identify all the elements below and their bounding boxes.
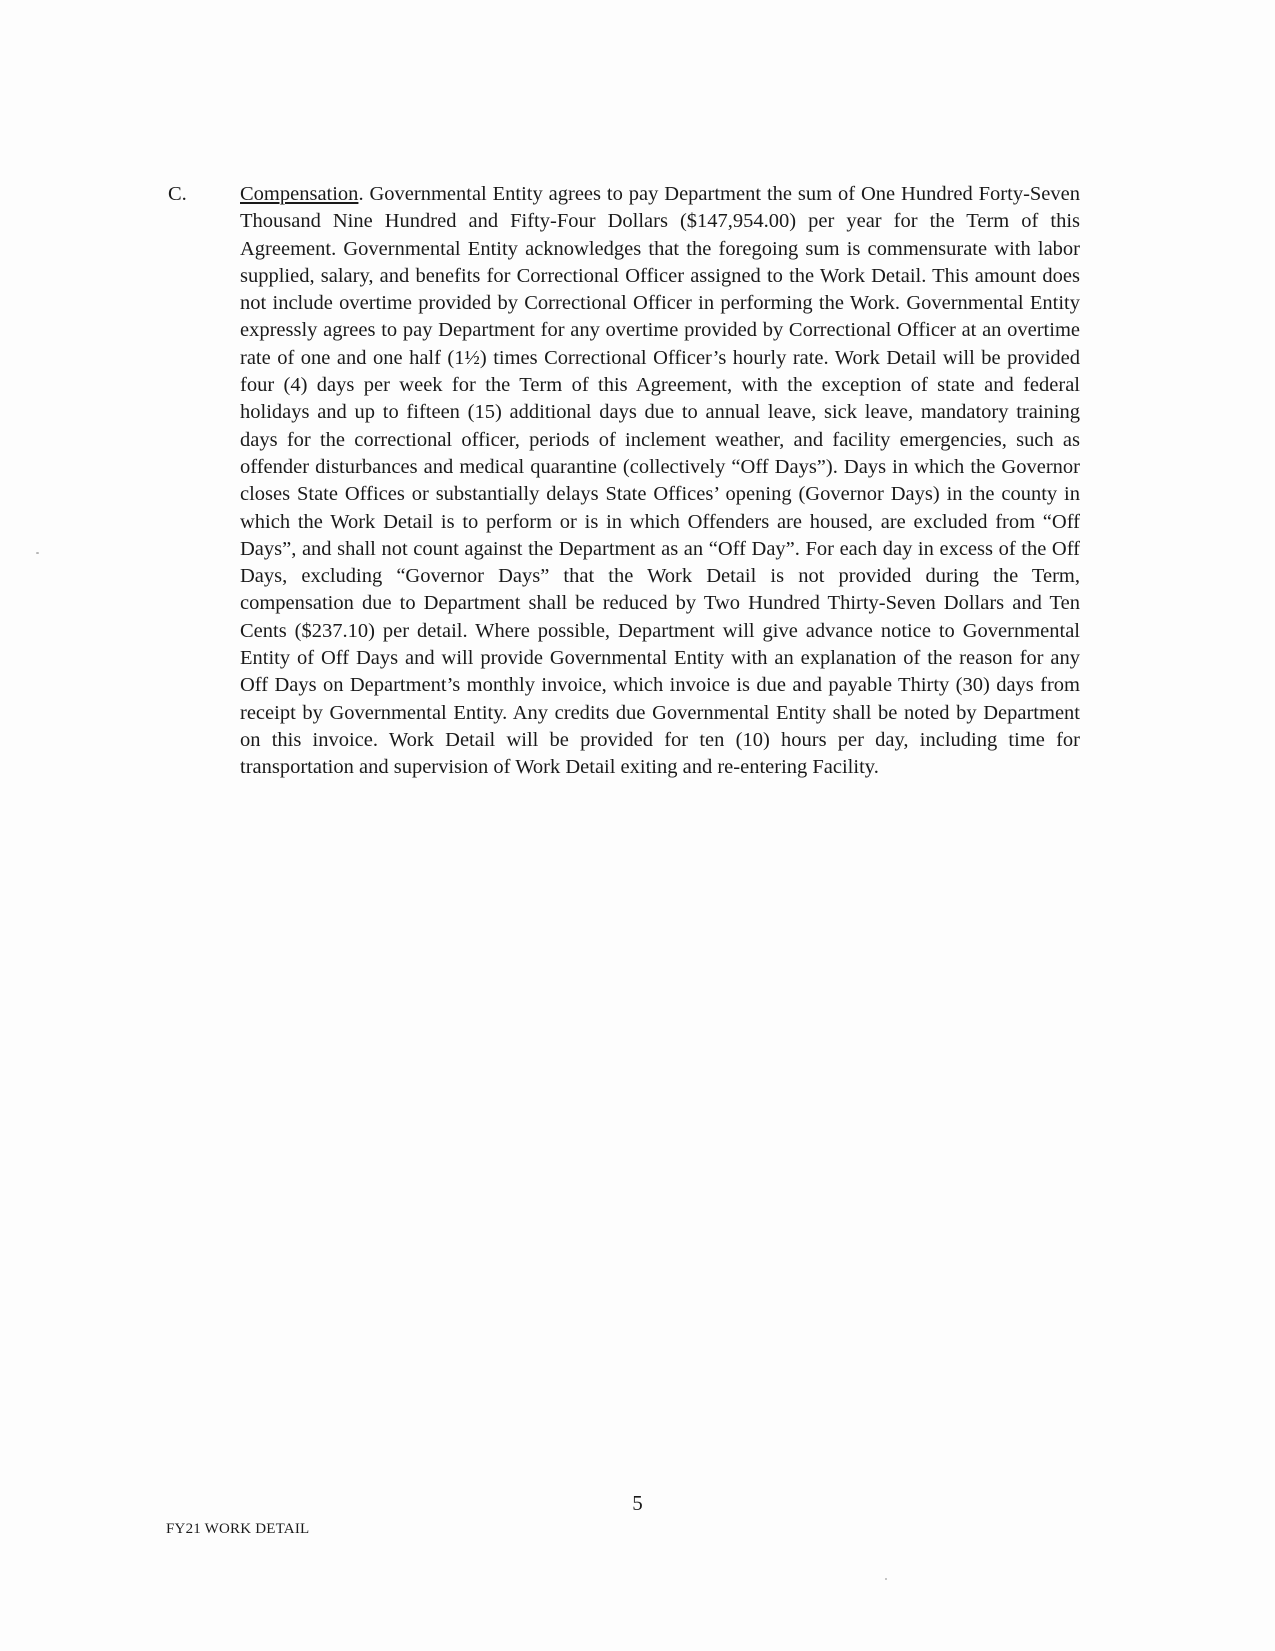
- compensation-paragraph: [240, 181, 1080, 782]
- footer-label: FY21 WORK DETAIL: [166, 1521, 310, 1537]
- scan-speck: [36, 552, 39, 554]
- page-number: 5: [632, 1491, 643, 1515]
- section-body-text: . Governmental Entity agrees to pay Department the sum of One Hundred Forty-Seven Thousand Nine Hundred and Fifty-Four Dollars ($147,954.00) per year for the Term of this Agreement. Governmental Entity acknowledges that the foregoing sum is commensurate with labor supplied, salary, and benefits for Correctional Officer assigned to the Work Detail. This amount does not include overtime provided by Correctional Officer in performing the Work. Governmental Entity expressly agrees to pay Department for any overtime provided by Correctional Officer at an overtime rate of one and one half (1½) times Correctional Officer’s hourly rate. Work Detail will be provided four (4) days per week for the Term of this Agreement, with the exception of state and federal holidays and up to fifteen (15) additional days due to annual leave, sick leave, mandatory training days for the correctional officer, periods of inclement weather, and facility emergencies, such as offender disturbances and medical quarantine (collectively “Off Days”). Days in which the Governor closes State Offices or substantially delays State Offices’ opening (Governor Days) in the county in which the Work Detail is to perform or is in which Offenders are housed, are excluded from “Off Days”, and shall not count against the Department as an “Off Day”. For each day in excess of the Off Days, excluding “Governor Days” that the Work Detail is not provided during the Term, compensation due to Department shall be reduced by Two Hundred Thirty-Seven Dollars and Ten Cents ($237.10) per detail. Where possible, Department will give advance notice to Governmental Entity of Off Days and will provide Governmental Entity with an explanation of the reason for any Off Days on Department’s monthly invoice, which invoice is due and payable Thirty (30) days from receipt by Governmental Entity. Any credits due Governmental Entity shall be noted by Department on this invoice. Work Detail will be provided for ten (10) hours per day, including time for transportation and supervision of Work Detail exiting and re-entering Facility.: [240, 183, 1080, 779]
- section-heading: Compensation: [240, 183, 359, 205]
- section-marker: C.: [168, 183, 187, 205]
- scan-speck: [885, 1578, 887, 1580]
